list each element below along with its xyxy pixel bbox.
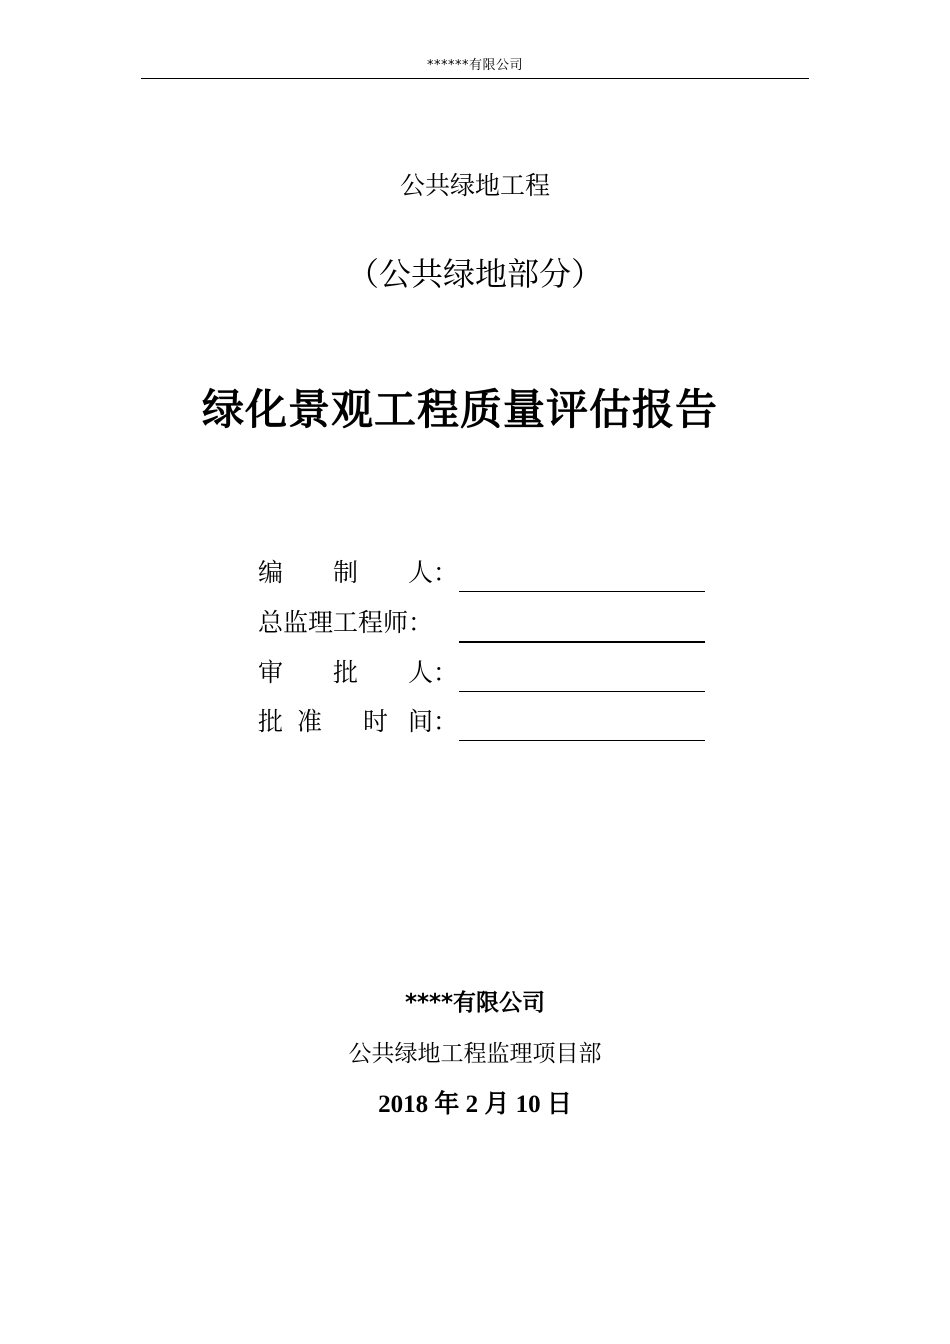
field-approver xyxy=(258,656,706,696)
field-approval-time-line[interactable] xyxy=(459,740,705,741)
report-title: 绿化景观工程质量评估报告 xyxy=(201,385,718,434)
footer-date: 2018 年 2 月 10 日 xyxy=(378,1091,572,1118)
footer-company: ****有限公司 xyxy=(404,990,546,1016)
field-approval-time xyxy=(258,705,706,745)
field-chief-supervisor-line[interactable] xyxy=(459,641,705,643)
field-approver-line[interactable] xyxy=(459,691,705,692)
field-approver-label: 审 批 人 ： xyxy=(258,658,458,687)
field-compiler xyxy=(258,556,706,596)
section-name: （公共绿地部分） xyxy=(346,255,603,293)
field-compiler-label: 编 制 人 ： xyxy=(258,558,458,587)
running-header: ******有限公司 xyxy=(426,58,523,73)
project-name: 公共绿地工程 xyxy=(399,171,550,200)
field-approval-time-label: 批 准 时 间： xyxy=(258,707,458,736)
field-chief-supervisor xyxy=(258,606,706,646)
footer-department: 公共绿地工程监理项目部 xyxy=(348,1041,602,1067)
field-chief-supervisor-label: 总监理工程师： xyxy=(258,608,434,637)
header-divider xyxy=(141,78,809,79)
field-compiler-line[interactable] xyxy=(459,591,705,592)
